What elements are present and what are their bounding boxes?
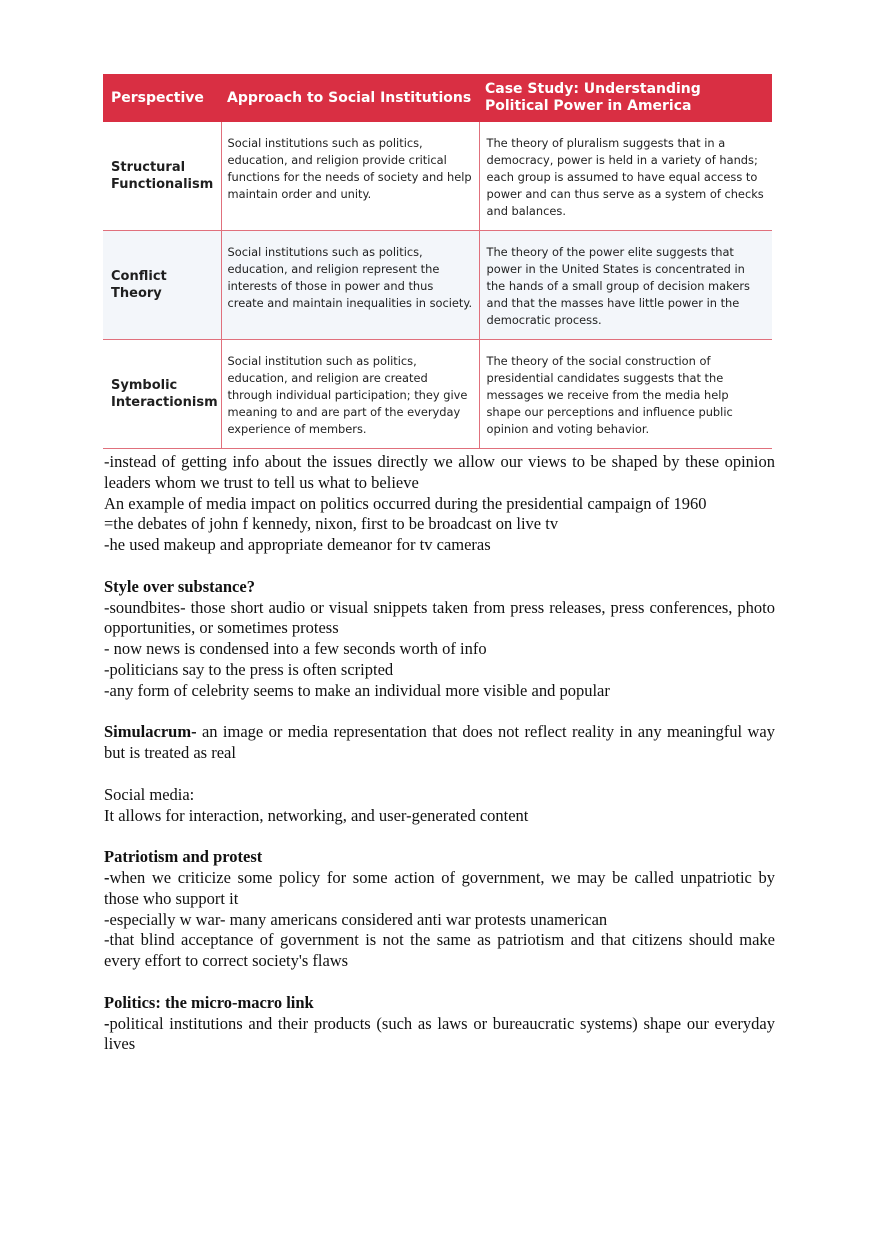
simulacrum-definition [104, 722, 775, 764]
note-paragraph: An example of media impact on politics occurred during the presidential campaign of 1960 [104, 493, 707, 513]
case-study-cell: The theory of the social construction of presidential candidates suggests that the messages we receive from the media help shape our perceptions and influence public opinion and voting behavior. [479, 340, 772, 449]
header-perspective: Perspective [103, 74, 221, 122]
note-paragraph: - now news is condensed into a few seconds worth of info [104, 639, 487, 659]
perspective-cell: Structural Functionalism [103, 122, 221, 231]
note-paragraph [104, 1014, 775, 1056]
heading-text: Style over substance? [104, 576, 255, 596]
spacer [104, 972, 775, 993]
note-paragraph: -instead of getting info about the issues directly we allow our views to be shaped by these opinion leaders whom we trust to tell us what to believe [104, 452, 775, 492]
spacer [104, 764, 775, 785]
heading-text: Politics: the micro-macro link [104, 992, 314, 1012]
heading-text: Patriotism and protest [104, 847, 263, 867]
table-row [103, 231, 772, 340]
table-header-row [103, 74, 772, 122]
note-paragraph: It allows for interaction, networking, and user-generated content [104, 805, 529, 825]
header-approach: Approach to Social Institutions [221, 74, 479, 122]
case-study-cell: The theory of the power elite suggests that power in the United States is concentrated in the hands of a small group of decision makers and that the masses have little power in the democratic process. [479, 231, 772, 340]
spacer [104, 826, 775, 847]
note-paragraph: -that blind acceptance of government is not the same as patriotism and that citizens should make every effort to correct society's flaws [104, 930, 775, 971]
note-paragraph: -especially w war- many americans considered anti war protests unamerican [104, 909, 608, 929]
header-case-study: Case Study: Understanding Political Power in America [479, 74, 772, 122]
note-text: when we criticize some policy for some action of government, we may be called unpatriotic by those who support it [104, 867, 775, 908]
note-paragraph: -he used makeup and appropriate demeanor for tv cameras [104, 535, 491, 555]
dash-mark: - [104, 1013, 110, 1033]
note-paragraph: -politicians say to the press is often scripted [104, 659, 394, 679]
table-row [103, 340, 772, 449]
perspectives-table [103, 74, 772, 449]
note-paragraph: =the debates of john f kennedy, nixon, first to be broadcast on live tv [104, 514, 559, 534]
section-heading-style [104, 577, 775, 598]
simulacrum-text: an image or media representation that does not reflect reality in any meaningful way but is treated as real [104, 722, 775, 763]
simulacrum-term: Simulacrum- [104, 722, 197, 742]
approach-cell: Social institutions such as politics, education, and religion represent the interests of those in power and thus create and maintain inequalities in society. [221, 231, 479, 340]
section-heading-social-media: Social media: [104, 784, 195, 804]
note-paragraph: -soundbites- those short audio or visual snippets taken from press releases, press conferences, photo opportunities, or sometimes protess [104, 597, 775, 638]
section-heading-politics [104, 993, 775, 1014]
notes-body [104, 452, 775, 1055]
table-row [103, 122, 772, 231]
dash-mark: - [104, 867, 110, 887]
note-paragraph: -any form of celebrity seems to make an individual more visible and popular [104, 680, 610, 700]
approach-cell: Social institutions such as politics, education, and religion provide critical functions for the needs of society and help maintain order and unity. [221, 122, 479, 231]
spacer [104, 556, 775, 577]
approach-cell: Social institution such as politics, education, and religion are created through individual participation; they give meaning to and are part of the everyday experience of members. [221, 340, 479, 449]
section-heading-patriotism [104, 847, 775, 868]
perspective-cell: Conflict Theory [103, 231, 221, 340]
spacer [104, 702, 775, 723]
note-text: political institutions and their products (such as laws or bureaucratic systems) shape our everyday lives [104, 1013, 775, 1054]
note-paragraph [104, 868, 775, 910]
perspective-cell: Symbolic Interactionism [103, 340, 221, 449]
case-study-cell: The theory of pluralism suggests that in a democracy, power is held in a variety of hands; each group is assumed to have equal access to power and can thus serve as a system of checks and balances. [479, 122, 772, 231]
